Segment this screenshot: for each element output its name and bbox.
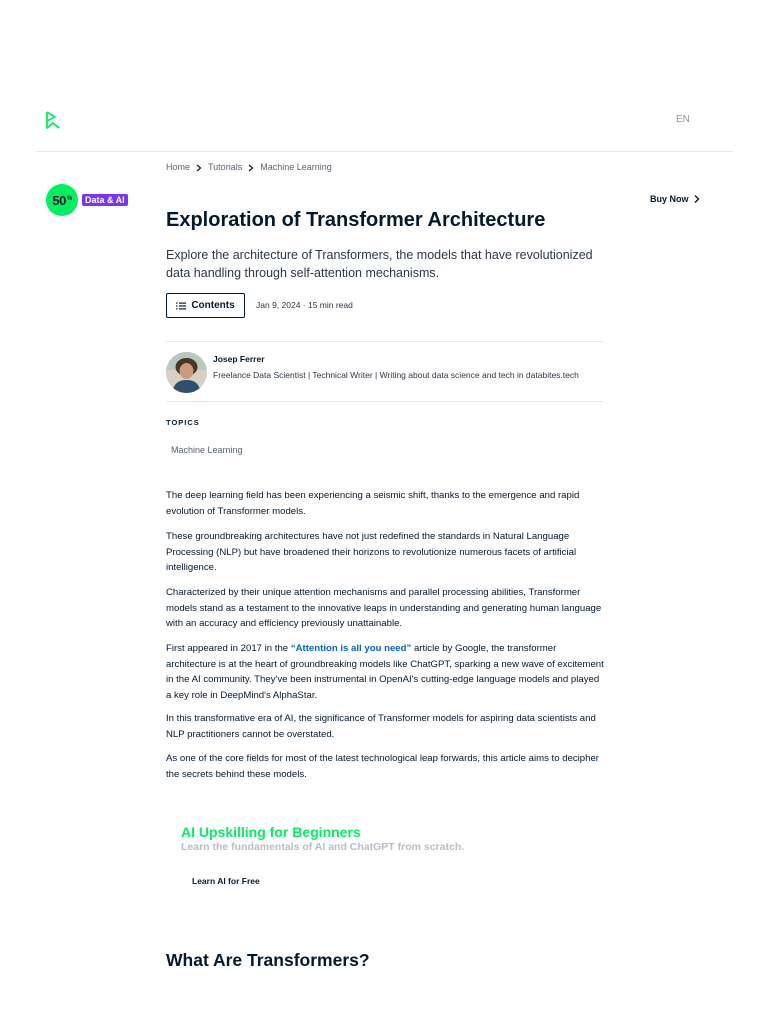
breadcrumb-machine-learning[interactable]: Machine Learning [260,162,332,172]
author-name[interactable]: Josep Ferrer [213,354,265,364]
breadcrumb [166,162,332,172]
avatar[interactable] [166,352,207,393]
chevron-right-icon [693,194,701,204]
attention-paper-link[interactable]: “Attention is all you need” [290,643,412,654]
breadcrumb-tutorials[interactable]: Tutorials [208,162,243,172]
paragraph [166,641,606,703]
paragraph: As one of the core fields for most of the latest technological leap forwards, this article aims to decipher the secrets behind these models. [166,753,600,780]
paragraph: The deep learning field has been experiencing a seismic shift, thanks to the emergence and rapid evolution of Transformer models. [166,490,580,517]
learn-ai-free-button[interactable]: Learn AI for Free [192,876,260,886]
article-meta: Jan 9, 2024 · 15 min read [256,300,353,310]
author-divider-bottom [166,401,603,402]
paragraph: These groundbreaking architectures have not just redefined the standards in Natural Language Processing (NLP) but have broadened their horizons to revolutionize numerous facets of artificial intelligence. [166,531,577,573]
discount-suffix: % [66,196,72,202]
discount-value: 50 [52,192,66,208]
author-divider-top [166,341,603,342]
article-lede: Explore the architecture of Transformers, the models that have revolutionized data handling through self-attention mechanisms. [166,248,593,280]
datacamp-logo-icon[interactable] [44,110,64,132]
language-selector[interactable]: EN [676,114,690,125]
topics-label: TOPICS [166,418,200,427]
paragraph-text: First appeared in 2017 in the [166,643,291,654]
page-title [166,210,606,232]
cta-title: AI Upskilling for Beginners [181,824,361,840]
paragraph: In this transformative era of AI, the significance of Transformer models for aspiring data scientists and NLP practitioners cannot be overstated. [166,713,596,740]
promo-tag: Data & AI [82,194,128,206]
header-divider [36,151,733,152]
cta-subtitle: Learn the fundamentals of AI and ChatGPT from scratch. [181,841,465,853]
contents-label: Contents [191,300,235,311]
section-heading: What Are Transformers? [166,950,370,970]
contents-button[interactable] [166,293,245,318]
buy-now-label: Buy Now [650,194,689,204]
page-title-text: Exploration of Transformer Architecture [166,210,546,231]
topic-chip-machine-learning[interactable]: Machine Learning [171,445,243,455]
chevron-right-icon [194,163,204,173]
author-bio: Freelance Data Scientist | Technical Writer | Writing about data science and tech in databites.tech [213,370,579,380]
discount-badge[interactable] [46,184,78,216]
breadcrumb-home[interactable]: Home [166,162,191,172]
buy-now-button[interactable] [650,194,701,204]
paragraph: Characterized by their unique attention mechanisms and parallel processing abilities, Transformer models stand as a testament to the innovative leaps in understanding and generating human language with an accuracy and efficiency previously unattainable. [166,587,602,629]
list-icon [176,302,186,310]
chevron-right-icon [246,163,256,173]
paragraph-text: article by Google, the transformer architecture is at the heart of groundbreaking models like ChatGPT, sparking a new wave of excitement in the AI community. They've been instrumental in OpenAI's cutting-edge language models and played a key role in DeepMind's AlphaStar. [166,643,604,701]
